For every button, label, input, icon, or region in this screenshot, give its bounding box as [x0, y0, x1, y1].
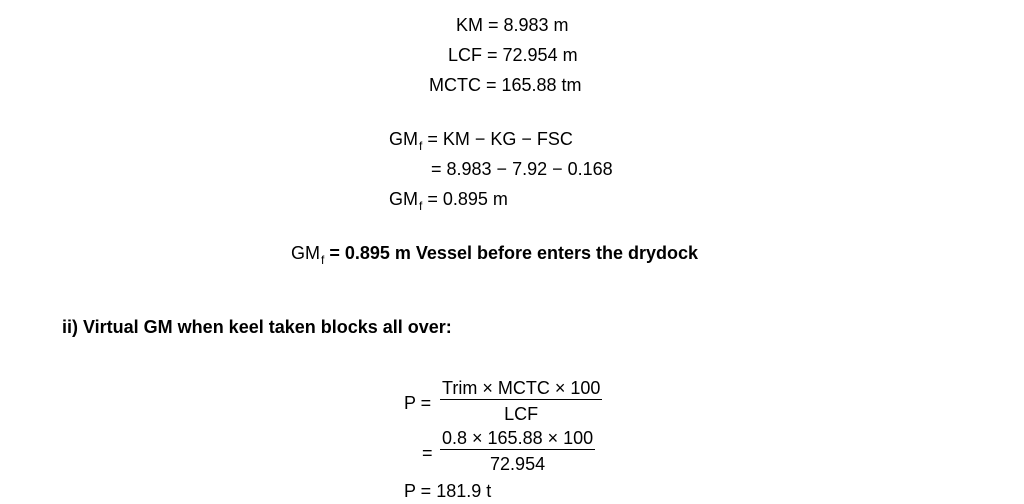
gm-subscript: f: [419, 139, 423, 153]
section-heading: ii) Virtual GM when keel taken blocks all over:: [62, 317, 452, 337]
gm-result-rhs: = 0.895 m: [422, 189, 508, 209]
mctc-line: MCTC = 165.88 tm: [429, 75, 582, 95]
gm-symbol: GM: [389, 189, 418, 209]
gm-equation-line1: [389, 129, 573, 153]
p-equals: =: [422, 443, 433, 463]
fraction-denominator: LCF: [504, 404, 539, 424]
fraction-denominator: 72.954: [490, 454, 546, 474]
lcf-line: LCF = 72.954 m: [448, 45, 578, 65]
fraction-substituted: [440, 429, 595, 473]
gm-equation-line3: [389, 189, 508, 213]
km-line: KM = 8.983 m: [456, 15, 569, 35]
gm-subscript: f: [321, 253, 325, 267]
fraction-numerator: Trim × MCTC × 100: [442, 378, 601, 398]
gm-result-statement: [291, 243, 699, 267]
gm-symbol: GM: [291, 243, 320, 263]
fraction-numerator: 0.8 × 165.88 × 100: [442, 428, 594, 448]
p-lhs: P =: [404, 393, 432, 413]
fraction-formula: [440, 379, 602, 423]
gm-symbol: GM: [389, 129, 418, 149]
gm-equation-rhs: = KM − KG − FSC: [422, 129, 573, 149]
p-result: P = 181.9 t: [404, 481, 492, 501]
gm-subscript: f: [419, 199, 423, 213]
gm-result-text: = 0.895 m Vessel before enters the drydock: [324, 243, 699, 263]
gm-equation-line2: = 8.983 − 7.92 − 0.168: [431, 159, 613, 179]
